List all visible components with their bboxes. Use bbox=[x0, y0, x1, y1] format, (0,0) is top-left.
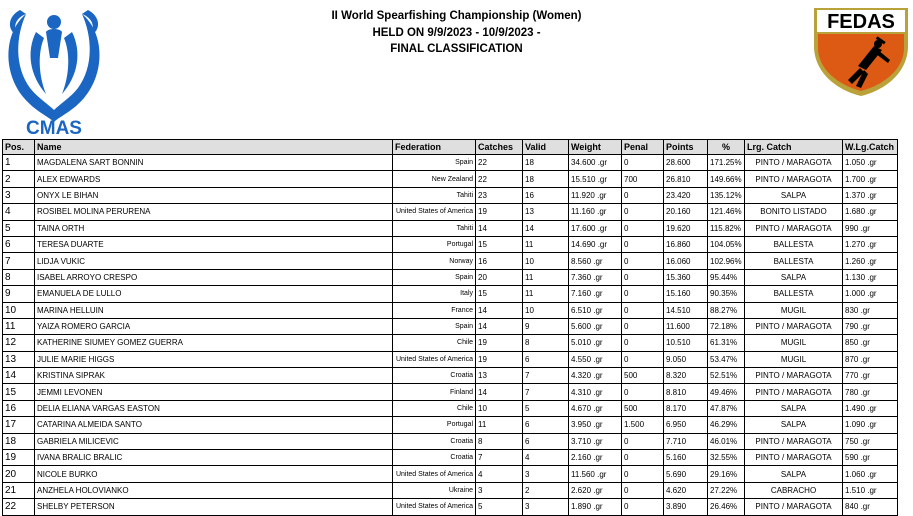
cell-penal: 0 bbox=[622, 302, 664, 318]
cell-percent: 29.16% bbox=[708, 466, 745, 482]
cell-percent: 46.29% bbox=[708, 417, 745, 433]
cell-name: MARINA HELLUIN bbox=[35, 302, 393, 318]
cell-valid: 5 bbox=[523, 400, 569, 416]
cell-name: IVANA BRALIC BRALIC bbox=[35, 450, 393, 466]
cell-largest-catch: SALPA bbox=[745, 417, 843, 433]
cell-pos: 2 bbox=[3, 171, 35, 187]
cell-federation: Croatia bbox=[393, 450, 476, 466]
cell-largest-catch-weight: 790 .gr bbox=[843, 318, 898, 334]
cell-percent: 88.27% bbox=[708, 302, 745, 318]
cell-catches: 7 bbox=[476, 450, 523, 466]
cell-weight: 11.160 .gr bbox=[569, 204, 622, 220]
cell-largest-catch: PINTO / MARAGOTA bbox=[745, 155, 843, 171]
cell-pos: 18 bbox=[3, 433, 35, 449]
cell-valid: 3 bbox=[523, 499, 569, 515]
cell-largest-catch-weight: 1.370 .gr bbox=[843, 187, 898, 203]
cell-catches: 5 bbox=[476, 499, 523, 515]
cell-weight: 7.160 .gr bbox=[569, 286, 622, 302]
cell-penal: 0 bbox=[622, 482, 664, 498]
cell-catches: 14 bbox=[476, 302, 523, 318]
cell-catches: 22 bbox=[476, 171, 523, 187]
cell-catches: 16 bbox=[476, 253, 523, 269]
cell-largest-catch-weight: 1.260 .gr bbox=[843, 253, 898, 269]
cell-largest-catch: PINTO / MARAGOTA bbox=[745, 433, 843, 449]
cell-pos: 16 bbox=[3, 400, 35, 416]
cell-valid: 11 bbox=[523, 236, 569, 252]
cell-percent: 95.44% bbox=[708, 269, 745, 285]
cell-catches: 10 bbox=[476, 400, 523, 416]
cell-penal: 0 bbox=[622, 499, 664, 515]
cell-penal: 0 bbox=[622, 204, 664, 220]
cell-weight: 4.320 .gr bbox=[569, 368, 622, 384]
cell-largest-catch: SALPA bbox=[745, 400, 843, 416]
cell-catches: 14 bbox=[476, 220, 523, 236]
cell-penal: 500 bbox=[622, 368, 664, 384]
cell-points: 6.950 bbox=[664, 417, 708, 433]
cell-catches: 19 bbox=[476, 335, 523, 351]
table-header-row bbox=[3, 140, 898, 155]
cell-largest-catch-weight: 1.060 .gr bbox=[843, 466, 898, 482]
cell-largest-catch: PINTO / MARAGOTA bbox=[745, 384, 843, 400]
cell-penal: 0 bbox=[622, 335, 664, 351]
cmas-logo-text: CMAS bbox=[26, 118, 82, 136]
cell-pos: 10 bbox=[3, 302, 35, 318]
cell-valid: 14 bbox=[523, 220, 569, 236]
cell-name: KATHERINE SIUMEY GOMEZ GUERRA bbox=[35, 335, 393, 351]
cell-valid: 4 bbox=[523, 450, 569, 466]
cell-valid: 10 bbox=[523, 302, 569, 318]
cell-name: MAGDALENA SART BONNIN bbox=[35, 155, 393, 171]
cell-points: 16.860 bbox=[664, 236, 708, 252]
cell-largest-catch-weight: 1.090 .gr bbox=[843, 417, 898, 433]
table-row bbox=[3, 368, 898, 384]
cell-percent: 121.46% bbox=[708, 204, 745, 220]
cell-points: 15.360 bbox=[664, 269, 708, 285]
cell-catches: 8 bbox=[476, 433, 523, 449]
cell-percent: 115.82% bbox=[708, 220, 745, 236]
table-row bbox=[3, 417, 898, 433]
cell-penal: 1.500 bbox=[622, 417, 664, 433]
table-row bbox=[3, 236, 898, 252]
event-dates: HELD ON 9/9/2023 - 10/9/2023 - bbox=[372, 26, 541, 39]
cell-federation: Spain bbox=[393, 318, 476, 334]
cell-valid: 16 bbox=[523, 187, 569, 203]
cell-largest-catch: PINTO / MARAGOTA bbox=[745, 499, 843, 515]
cell-largest-catch-weight: 1.680 .gr bbox=[843, 204, 898, 220]
cell-valid: 8 bbox=[523, 335, 569, 351]
cell-percent: 72.18% bbox=[708, 318, 745, 334]
cell-largest-catch: SALPA bbox=[745, 466, 843, 482]
cell-federation: Portugal bbox=[393, 236, 476, 252]
cell-weight: 4.670 .gr bbox=[569, 400, 622, 416]
cell-weight: 3.710 .gr bbox=[569, 433, 622, 449]
cell-federation: United States of America bbox=[393, 351, 476, 367]
cell-largest-catch: BALLESTA bbox=[745, 286, 843, 302]
cell-points: 28.600 bbox=[664, 155, 708, 171]
cell-pos: 20 bbox=[3, 466, 35, 482]
cell-catches: 14 bbox=[476, 318, 523, 334]
cell-largest-catch-weight: 990 .gr bbox=[843, 220, 898, 236]
cell-federation: Chile bbox=[393, 400, 476, 416]
col-header-name: Name bbox=[35, 140, 393, 155]
cell-largest-catch-weight: 590 .gr bbox=[843, 450, 898, 466]
cell-points: 8.320 bbox=[664, 368, 708, 384]
cell-name: ANZHELA HOLOVIANKO bbox=[35, 482, 393, 498]
cell-weight: 2.620 .gr bbox=[569, 482, 622, 498]
cell-percent: 149.66% bbox=[708, 171, 745, 187]
fedas-logo bbox=[812, 6, 910, 98]
cell-percent: 135.12% bbox=[708, 187, 745, 203]
cell-federation: United States of America bbox=[393, 466, 476, 482]
cell-percent: 52.51% bbox=[708, 368, 745, 384]
cell-points: 11.600 bbox=[664, 318, 708, 334]
cell-largest-catch-weight: 830 .gr bbox=[843, 302, 898, 318]
table-row bbox=[3, 466, 898, 482]
cell-points: 5.160 bbox=[664, 450, 708, 466]
cell-federation: Italy bbox=[393, 286, 476, 302]
cell-points: 26.810 bbox=[664, 171, 708, 187]
cell-pos: 4 bbox=[3, 204, 35, 220]
cell-weight: 3.950 .gr bbox=[569, 417, 622, 433]
cell-percent: 90.35% bbox=[708, 286, 745, 302]
cell-pos: 11 bbox=[3, 318, 35, 334]
cell-weight: 4.310 .gr bbox=[569, 384, 622, 400]
cell-weight: 15.510 .gr bbox=[569, 171, 622, 187]
col-header-federation: Federation bbox=[393, 140, 476, 155]
table-row bbox=[3, 318, 898, 334]
cell-pos: 8 bbox=[3, 269, 35, 285]
table-row bbox=[3, 433, 898, 449]
cell-points: 16.060 bbox=[664, 253, 708, 269]
cell-valid: 18 bbox=[523, 171, 569, 187]
cell-pos: 22 bbox=[3, 499, 35, 515]
col-header-pos: Pos. bbox=[3, 140, 35, 155]
cell-percent: 49.46% bbox=[708, 384, 745, 400]
cell-name: LIDJA VUKIC bbox=[35, 253, 393, 269]
col-header-penal: Penal bbox=[622, 140, 664, 155]
cell-weight: 7.360 .gr bbox=[569, 269, 622, 285]
cell-name: ROSIBEL MOLINA PERURENA bbox=[35, 204, 393, 220]
cell-weight: 14.690 .gr bbox=[569, 236, 622, 252]
cell-weight: 17.600 .gr bbox=[569, 220, 622, 236]
cell-penal: 0 bbox=[622, 433, 664, 449]
cell-largest-catch: PINTO / MARAGOTA bbox=[745, 368, 843, 384]
cell-largest-catch-weight: 1.270 .gr bbox=[843, 236, 898, 252]
fedas-logo-text: FEDAS bbox=[827, 11, 895, 33]
cell-points: 14.510 bbox=[664, 302, 708, 318]
cell-federation: Spain bbox=[393, 155, 476, 171]
cell-largest-catch-weight: 1.050 .gr bbox=[843, 155, 898, 171]
cell-catches: 11 bbox=[476, 417, 523, 433]
cell-valid: 7 bbox=[523, 384, 569, 400]
cell-name: CATARINA ALMEIDA SANTO bbox=[35, 417, 393, 433]
cell-name: DELIA ELIANA VARGAS EASTON bbox=[35, 400, 393, 416]
cell-weight: 11.920 .gr bbox=[569, 187, 622, 203]
cell-catches: 23 bbox=[476, 187, 523, 203]
cell-name: NICOLE BURKO bbox=[35, 466, 393, 482]
cell-federation: Croatia bbox=[393, 433, 476, 449]
cell-largest-catch-weight: 780 .gr bbox=[843, 384, 898, 400]
cell-weight: 34.600 .gr bbox=[569, 155, 622, 171]
col-header-largest-catch: Lrg. Catch bbox=[745, 140, 843, 155]
col-header-valid: Valid bbox=[523, 140, 569, 155]
cell-largest-catch: PINTO / MARAGOTA bbox=[745, 450, 843, 466]
cell-catches: 3 bbox=[476, 482, 523, 498]
cell-penal: 0 bbox=[622, 220, 664, 236]
cell-name: YAIZA ROMERO GARCIA bbox=[35, 318, 393, 334]
cell-name: ALEX EDWARDS bbox=[35, 171, 393, 187]
cell-weight: 8.560 .gr bbox=[569, 253, 622, 269]
cell-largest-catch: BONITO LISTADO bbox=[745, 204, 843, 220]
title-block bbox=[0, 8, 913, 58]
cell-weight: 6.510 .gr bbox=[569, 302, 622, 318]
cell-federation: Spain bbox=[393, 269, 476, 285]
col-header-weight: Weight bbox=[569, 140, 622, 155]
cell-largest-catch-weight: 1.000 .gr bbox=[843, 286, 898, 302]
cell-largest-catch: PINTO / MARAGOTA bbox=[745, 318, 843, 334]
cell-federation: Tahiti bbox=[393, 220, 476, 236]
cell-penal: 0 bbox=[622, 450, 664, 466]
cell-percent: 46.01% bbox=[708, 433, 745, 449]
cell-weight: 4.550 .gr bbox=[569, 351, 622, 367]
cell-percent: 53.47% bbox=[708, 351, 745, 367]
table-row bbox=[3, 384, 898, 400]
cell-valid: 18 bbox=[523, 155, 569, 171]
cell-percent: 47.87% bbox=[708, 400, 745, 416]
cell-largest-catch: PINTO / MARAGOTA bbox=[745, 220, 843, 236]
cell-points: 19.620 bbox=[664, 220, 708, 236]
table-row bbox=[3, 351, 898, 367]
col-header-largest-catch-weight: W.Lg.Catch bbox=[843, 140, 898, 155]
cell-weight: 5.010 .gr bbox=[569, 335, 622, 351]
cell-penal: 700 bbox=[622, 171, 664, 187]
cell-percent: 102.96% bbox=[708, 253, 745, 269]
cell-pos: 1 bbox=[3, 155, 35, 171]
cell-weight: 2.160 .gr bbox=[569, 450, 622, 466]
cell-pos: 5 bbox=[3, 220, 35, 236]
cell-federation: Tahiti bbox=[393, 187, 476, 203]
cell-name: GABRIELA MILICEVIC bbox=[35, 433, 393, 449]
cell-points: 5.690 bbox=[664, 466, 708, 482]
cell-pos: 21 bbox=[3, 482, 35, 498]
cell-valid: 2 bbox=[523, 482, 569, 498]
cell-valid: 11 bbox=[523, 286, 569, 302]
cell-largest-catch-weight: 1.700 .gr bbox=[843, 171, 898, 187]
cell-catches: 15 bbox=[476, 236, 523, 252]
cell-pos: 14 bbox=[3, 368, 35, 384]
cell-largest-catch-weight: 870 .gr bbox=[843, 351, 898, 367]
table-row bbox=[3, 450, 898, 466]
table-row bbox=[3, 400, 898, 416]
cell-name: TAINA ORTH bbox=[35, 220, 393, 236]
cell-federation: United States of America bbox=[393, 499, 476, 515]
cell-valid: 7 bbox=[523, 368, 569, 384]
cell-points: 4.620 bbox=[664, 482, 708, 498]
cell-pos: 7 bbox=[3, 253, 35, 269]
cell-name: TERESA DUARTE bbox=[35, 236, 393, 252]
cell-catches: 4 bbox=[476, 466, 523, 482]
page-title: II World Spearfishing Championship (Women) bbox=[331, 10, 582, 22]
cell-weight: 5.600 .gr bbox=[569, 318, 622, 334]
cell-catches: 22 bbox=[476, 155, 523, 171]
cell-name: KRISTINA SIPRAK bbox=[35, 368, 393, 384]
cell-pos: 17 bbox=[3, 417, 35, 433]
table-row bbox=[3, 171, 898, 187]
cell-points: 15.160 bbox=[664, 286, 708, 302]
cell-valid: 3 bbox=[523, 466, 569, 482]
table-row bbox=[3, 220, 898, 236]
cell-penal: 0 bbox=[622, 466, 664, 482]
table-row bbox=[3, 204, 898, 220]
cell-largest-catch: SALPA bbox=[745, 269, 843, 285]
cell-penal: 0 bbox=[622, 384, 664, 400]
table-row bbox=[3, 302, 898, 318]
cell-name: ONYX LE BIHAN bbox=[35, 187, 393, 203]
cell-percent: 27.22% bbox=[708, 482, 745, 498]
cell-penal: 0 bbox=[622, 187, 664, 203]
cell-percent: 61.31% bbox=[708, 335, 745, 351]
cell-catches: 14 bbox=[476, 384, 523, 400]
cell-points: 23.420 bbox=[664, 187, 708, 203]
cell-largest-catch-weight: 850 .gr bbox=[843, 335, 898, 351]
table-row bbox=[3, 482, 898, 498]
cell-valid: 6 bbox=[523, 433, 569, 449]
cell-penal: 0 bbox=[622, 318, 664, 334]
cell-penal: 0 bbox=[622, 269, 664, 285]
cell-largest-catch-weight: 1.130 .gr bbox=[843, 269, 898, 285]
cell-valid: 6 bbox=[523, 351, 569, 367]
cell-federation: Norway bbox=[393, 253, 476, 269]
cell-federation: Portugal bbox=[393, 417, 476, 433]
cell-percent: 32.55% bbox=[708, 450, 745, 466]
cell-weight: 11.560 .gr bbox=[569, 466, 622, 482]
cell-pos: 6 bbox=[3, 236, 35, 252]
cell-name: JULIE MARIE HIGGS bbox=[35, 351, 393, 367]
table-body bbox=[3, 155, 898, 516]
cell-valid: 13 bbox=[523, 204, 569, 220]
cell-penal: 0 bbox=[622, 253, 664, 269]
table-row bbox=[3, 286, 898, 302]
cell-pos: 19 bbox=[3, 450, 35, 466]
cell-largest-catch-weight: 1.490 .gr bbox=[843, 400, 898, 416]
cell-largest-catch: CABRACHO bbox=[745, 482, 843, 498]
cell-valid: 11 bbox=[523, 269, 569, 285]
table-row bbox=[3, 155, 898, 171]
cell-federation: United States of America bbox=[393, 204, 476, 220]
cell-catches: 13 bbox=[476, 368, 523, 384]
cell-valid: 9 bbox=[523, 318, 569, 334]
cell-largest-catch: MUGIL bbox=[745, 335, 843, 351]
cell-points: 20.160 bbox=[664, 204, 708, 220]
cell-valid: 10 bbox=[523, 253, 569, 269]
col-header-percent: % bbox=[708, 140, 745, 155]
cell-catches: 15 bbox=[476, 286, 523, 302]
cell-catches: 20 bbox=[476, 269, 523, 285]
results-table bbox=[2, 139, 898, 516]
cell-largest-catch: BALLESTA bbox=[745, 236, 843, 252]
cell-weight: 1.890 .gr bbox=[569, 499, 622, 515]
cell-points: 3.890 bbox=[664, 499, 708, 515]
cell-pos: 9 bbox=[3, 286, 35, 302]
cell-largest-catch: MUGIL bbox=[745, 351, 843, 367]
cell-largest-catch: MUGIL bbox=[745, 302, 843, 318]
cell-federation: Croatia bbox=[393, 368, 476, 384]
cell-pos: 15 bbox=[3, 384, 35, 400]
cell-largest-catch-weight: 840 .gr bbox=[843, 499, 898, 515]
cell-points: 8.170 bbox=[664, 400, 708, 416]
cell-percent: 104.05% bbox=[708, 236, 745, 252]
cell-points: 8.810 bbox=[664, 384, 708, 400]
cell-largest-catch: SALPA bbox=[745, 187, 843, 203]
col-header-catches: Catches bbox=[476, 140, 523, 155]
cell-federation: Ukraine bbox=[393, 482, 476, 498]
cell-largest-catch-weight: 770 .gr bbox=[843, 368, 898, 384]
cell-federation: France bbox=[393, 302, 476, 318]
cell-name: ISABEL ARROYO CRESPO bbox=[35, 269, 393, 285]
cell-name: SHELBY PETERSON bbox=[35, 499, 393, 515]
cell-federation: Finland bbox=[393, 384, 476, 400]
cell-points: 10.510 bbox=[664, 335, 708, 351]
cell-catches: 19 bbox=[476, 204, 523, 220]
cell-largest-catch-weight: 1.510 .gr bbox=[843, 482, 898, 498]
cell-percent: 26.46% bbox=[708, 499, 745, 515]
cell-federation: Chile bbox=[393, 335, 476, 351]
cell-penal: 0 bbox=[622, 155, 664, 171]
cell-points: 7.710 bbox=[664, 433, 708, 449]
page-subtitle: FINAL CLASSIFICATION bbox=[390, 43, 523, 55]
cell-name: EMANUELA DE LULLO bbox=[35, 286, 393, 302]
cell-largest-catch: PINTO / MARAGOTA bbox=[745, 171, 843, 187]
cell-penal: 0 bbox=[622, 286, 664, 302]
table-row bbox=[3, 335, 898, 351]
table-row bbox=[3, 253, 898, 269]
cell-pos: 13 bbox=[3, 351, 35, 367]
cell-penal: 500 bbox=[622, 400, 664, 416]
cell-valid: 6 bbox=[523, 417, 569, 433]
table-row bbox=[3, 187, 898, 203]
cell-points: 9.050 bbox=[664, 351, 708, 367]
cell-pos: 12 bbox=[3, 335, 35, 351]
cell-penal: 0 bbox=[622, 236, 664, 252]
cell-percent: 171.25% bbox=[708, 155, 745, 171]
cell-catches: 19 bbox=[476, 351, 523, 367]
cell-pos: 3 bbox=[3, 187, 35, 203]
page-header bbox=[0, 0, 913, 138]
cell-penal: 0 bbox=[622, 351, 664, 367]
cell-largest-catch-weight: 750 .gr bbox=[843, 433, 898, 449]
cell-name: JEMMI LEVONEN bbox=[35, 384, 393, 400]
cell-federation: New Zealand bbox=[393, 171, 476, 187]
table-row bbox=[3, 269, 898, 285]
cell-largest-catch: BALLESTA bbox=[745, 253, 843, 269]
col-header-points: Points bbox=[664, 140, 708, 155]
